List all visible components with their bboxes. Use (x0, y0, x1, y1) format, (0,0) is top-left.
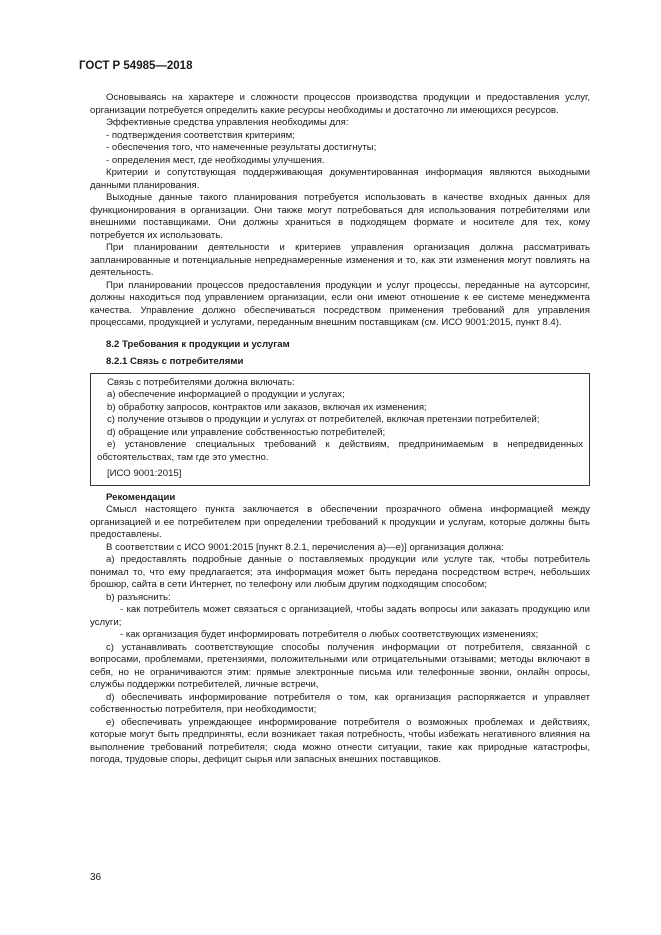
paragraph: е) обеспечивать упреждающее информирование потребителя о возможных проблемах и действиях, которые могут быть предприняты, если возникает такая потребность, чтобы избежать негативного влияния на выполнение требований потребителя; сюда можно отнести ситуации, такие как природные катастрофы, погода, трудовые споры, дефицит сырья или запасных внешних поставщиков. (90, 716, 590, 765)
paragraph: При планировании деятельности и критериев управления организация должна рассматривать запланированные и потенциальные непреднамеренные изменения и то, как эти изменения могут повлиять на деятельность. (90, 242, 590, 278)
sub-list-item: - как потребитель может связаться с организацией, чтобы задать вопросы или заказать продукцию или услуги; (90, 604, 590, 628)
list-item: - определения мест, где необходимы улучшения. (106, 154, 325, 166)
sub-list-item: - как организация будет информировать потребителя о любых соответствующих изменениях; (120, 629, 539, 640)
box-item: c) получение отзывов о продукции и услугах от потребителей, включая претензии потребителей; (107, 414, 540, 425)
document-header: ГОСТ Р 54985—2018 (79, 60, 193, 72)
box-item: b) обработку запросов, контрактов или заказов, включая их изменения; (107, 401, 427, 413)
paragraph: Смысл настоящего пункта заключается в обеспечении прозрачного обмена информацией между организацией и ее потребителем при определении требований к продукции и услугам, которые должны быть предоставлены. (90, 504, 590, 540)
list-item: - обеспечения того, что намеченные результаты достигнуты; (106, 142, 377, 153)
paragraph: с) устанавливать соответствующие способы получения информации от потребителя, связанной с вопросами, проблемами, претензиями, положительными или отрицательными отзывами; методы включают в себя, но не ограничиваются этим: прямые электронные письма или телефонные звонки, онлайн опросы, службы поддержки потребителей, личные встречи, (90, 641, 590, 690)
page-content (90, 92, 590, 767)
list-item: - подтверждения соответствия критериям; (106, 129, 295, 141)
paragraph: Критерии и сопутствующая поддерживающая документированная информация являются выходными данными планирования. (90, 167, 590, 191)
recommendations-heading: Рекомендации (106, 491, 176, 503)
section-heading: 8.2 Требования к продукции и услугам (106, 338, 290, 350)
paragraph: b) разъяснить: (106, 591, 171, 603)
box-reference: [ИСО 9001:2015] (107, 468, 182, 479)
box-item: а) обеспечение информацией о продукции и услугах; (107, 389, 345, 400)
paragraph: В соответствии с ИСО 9001:2015 [пункт 8.2.1, перечисления а)—е)] организация должна: (106, 541, 504, 553)
paragraph: При планировании процессов предоставления продукции и услуг процессы, переданные на аутсорсинг, должны находиться под управлением организации, если они имеют отношение к ее системе менеджмента качества. Управление должно обеспечиваться посредством применения требований для управления процессами, продукцией и услугами, переданным внешним поставщикам (см. ИСО 9001:2015, пункт 8.4). (90, 279, 590, 328)
paragraph: d) обеспечивать информирование потребителя о том, как организация распоряжается и управляет собственностью потребителя, при необходимости; (90, 691, 590, 715)
paragraph: Выходные данные такого планирования потребуется использовать в качестве входных данных для функционирования в организации. Они также могут потребоваться для использования потребителями или внешними поставщиками. Они должны храниться в подходящем формате и носителе для тех, кому потребуется их использовать. (90, 192, 590, 241)
quoted-requirement-box (90, 373, 590, 486)
box-item: d) обращение или управление собственностью потребителей; (107, 426, 386, 438)
page-number: 36 (90, 872, 102, 883)
paragraph: Основываясь на характере и сложности процессов производства продукции и предоставления услуг, организации потребуется определить какие ресурсы необходимы и достаточно ли имеющихся ресурсов. (90, 92, 590, 116)
subsection-heading: 8.2.1 Связь с потребителями (106, 356, 244, 367)
box-intro: Связь с потребителями должна включать: (107, 376, 295, 388)
paragraph: Эффективные средства управления необходимы для: (106, 117, 349, 128)
paragraph: а) предоставлять подробные данные о поставляемых продукции или услуге так, чтобы потребитель понимал то, что ему предлагается; эта информация может быть передана посредством встреч, небольших брошюр, сайта в сети Интернет, по телефону или любым другим подходящим способом; (90, 554, 590, 590)
box-item: e) установление специальных требований к действиям, предпринимаемым в непредвиденных обстоятельствах, там где это уместно. (97, 439, 583, 463)
